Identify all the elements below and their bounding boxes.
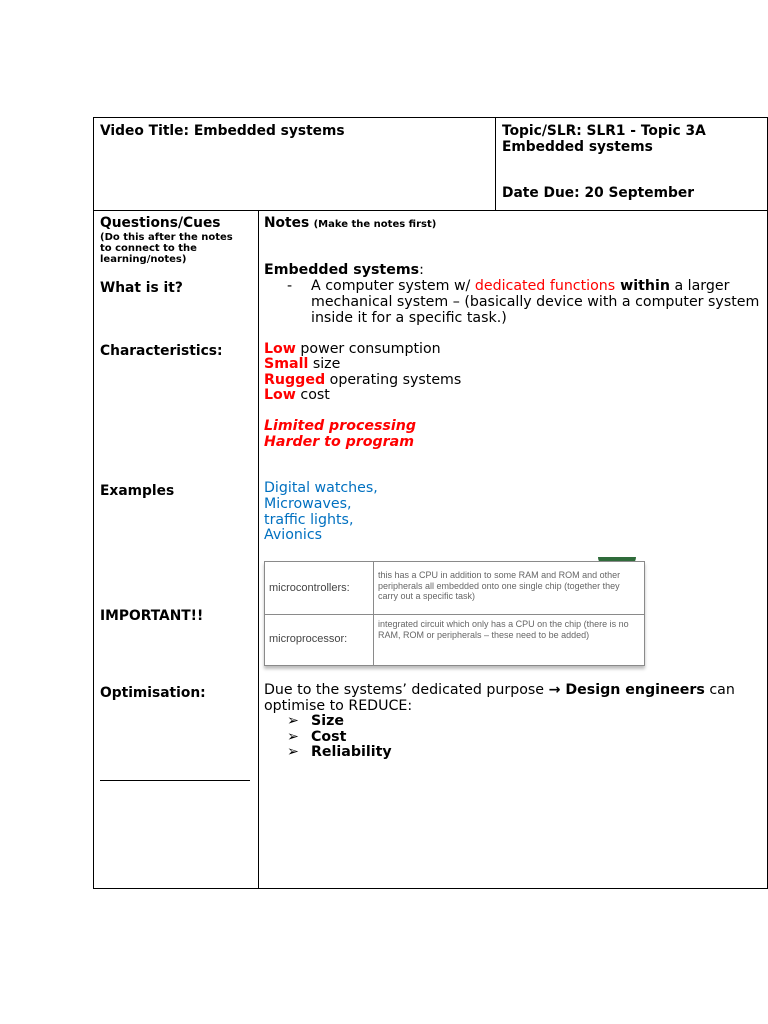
embedded-heading: Embedded systems — [264, 262, 420, 278]
limitation-item: Limited processing — [264, 418, 416, 434]
cues-heading: Questions/Cues — [100, 215, 221, 231]
arrowhead-bullet-icon: ➢ — [287, 729, 299, 745]
example-item: Microwaves, — [264, 496, 352, 512]
limitation-item: Harder to program — [264, 434, 415, 450]
dedicated-functions-text: dedicated functions — [474, 278, 616, 294]
table-term-microcontrollers: microcontrollers: — [269, 582, 350, 594]
comparison-table — [264, 561, 645, 666]
example-item: Digital watches, — [264, 480, 378, 496]
optimisation-line-2: optimise to REDUCE: — [264, 698, 413, 714]
date-due: Date Due: 20 September — [502, 185, 695, 201]
table-row-divider — [265, 614, 644, 615]
cues-instruction-2: to connect to the — [100, 243, 197, 254]
cue-important: IMPORTANT!! — [100, 608, 204, 624]
characteristic-item: Low power consumption — [264, 341, 441, 357]
table-desc-microcontrollers: this has a CPU in addition to some RAM and ROM and other peripherals all embedded onto one single chip (together they carry out a specific task) — [378, 570, 621, 601]
definition-line-2: mechanical system – (basically device with a computer system — [311, 294, 760, 310]
characteristic-item: Low cost — [264, 387, 330, 403]
optimisation-bullet: ➢ Size — [287, 713, 344, 729]
table-term-microprocessor: microprocessor: — [269, 633, 348, 645]
cues-instruction-1: (Do this after the notes — [100, 232, 233, 243]
notes-heading-note: (Make the notes first) — [313, 219, 437, 230]
characteristic-item: Rugged operating systems — [264, 372, 462, 388]
arrow-icon: → — [548, 682, 561, 698]
arrowhead-bullet-icon: ➢ — [287, 713, 299, 729]
table-desc-microprocessor: integrated circuit which only has a CPU on the chip (there is no RAM, ROM or peripherals – these need to be added) — [378, 619, 629, 640]
cue-what-is-it: What is it? — [100, 280, 183, 296]
definition-dash: - — [287, 278, 293, 294]
optimisation-line-1: Due to the systems’ dedicated purpose → Design engineers can — [264, 682, 735, 698]
summary-divider-line — [100, 780, 250, 781]
notes-heading: Notes — [264, 215, 310, 231]
cue-characteristics: Characteristics: — [100, 343, 223, 359]
definition-line-3: inside it for a specific task.) — [311, 310, 507, 326]
video-title: Video Title: Embedded systems — [100, 123, 345, 139]
topic-line-2: Embedded systems — [502, 139, 653, 155]
table-col-divider — [373, 562, 374, 665]
characteristic-item: Small size — [264, 356, 341, 372]
arrowhead-bullet-icon: ➢ — [287, 744, 299, 760]
cues-column — [93, 210, 259, 889]
embedded-heading-line: Embedded systems: — [264, 262, 424, 278]
cue-optimisation: Optimisation: — [100, 685, 206, 701]
cue-examples: Examples — [100, 483, 175, 499]
example-item: Avionics — [264, 527, 323, 543]
example-item: traffic lights, — [264, 512, 354, 528]
notes-heading-line — [264, 216, 436, 232]
topic-line-1: Topic/SLR: SLR1 - Topic 3A — [502, 123, 706, 139]
optimisation-bullet: ➢ Reliability — [287, 744, 392, 760]
optimisation-bullet: ➢ Cost — [287, 729, 347, 745]
definition-line-1: A computer system w/ dedicated functions within a larger — [311, 278, 730, 294]
cues-instruction-3: learning/notes) — [100, 254, 187, 265]
